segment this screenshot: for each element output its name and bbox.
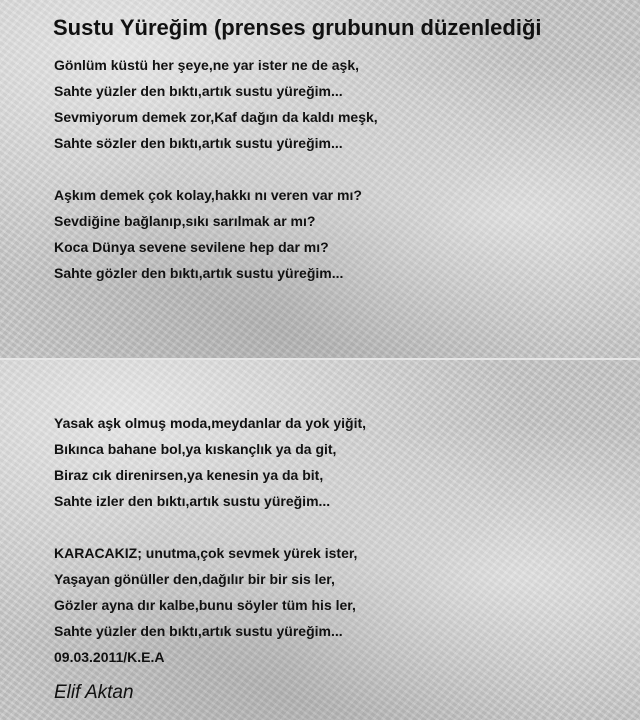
poem-line: Gözler ayna dır kalbe,bunu söyler tüm his ler,	[54, 597, 356, 613]
poem-line: Sahte sözler den bıktı,artık sustu yüreğim...	[54, 135, 343, 151]
poem-date-signature: 09.03.2011/K.E.A	[54, 649, 165, 665]
poem-line: Yasak aşk olmuş moda,meydanlar da yok yiğit,	[54, 415, 367, 431]
poem-line: Koca Dünya sevene sevilene hep dar mı?	[54, 239, 329, 255]
poem-line: Gönlüm küstü her şeye,ne yar ister ne de aşk,	[54, 57, 360, 73]
poem-line: Sahte yüzler den bıktı,artık sustu yüreğim...	[54, 623, 343, 639]
poem-line: Sevmiyorum demek zor,Kaf dağın da kaldı meşk,	[54, 109, 378, 125]
poem-line: Biraz cık direnirsen,ya kenesin ya da bit,	[54, 467, 324, 483]
poem-image-top	[0, 0, 640, 358]
poem-line: Sevdiğine bağlanıp,sıkı sarılmak ar mı?	[54, 213, 316, 229]
poem-line: KARACAKIZ; unutma,çok sevmek yürek ister,	[54, 545, 358, 561]
poem-line: Aşkım demek çok kolay,hakkı nı veren var mı?	[54, 187, 362, 203]
poem-title: Sustu Yüreğim (prenses grubunun düzenlediği	[53, 15, 542, 40]
poem-author: Elif Aktan	[54, 682, 134, 703]
poem-line: Sahte yüzler den bıktı,artık sustu yüreğim...	[54, 83, 343, 99]
poem-line: Bıkınca bahane bol,ya kıskançlık ya da git,	[54, 441, 337, 457]
poem-line: Sahte izler den bıktı,artık sustu yüreğim...	[54, 493, 331, 509]
poem-line: Yaşayan gönüller den,dağılır bir bir sis ler,	[54, 571, 335, 587]
poem-line: Sahte gözler den bıktı,artık sustu yüreğim...	[54, 265, 344, 281]
